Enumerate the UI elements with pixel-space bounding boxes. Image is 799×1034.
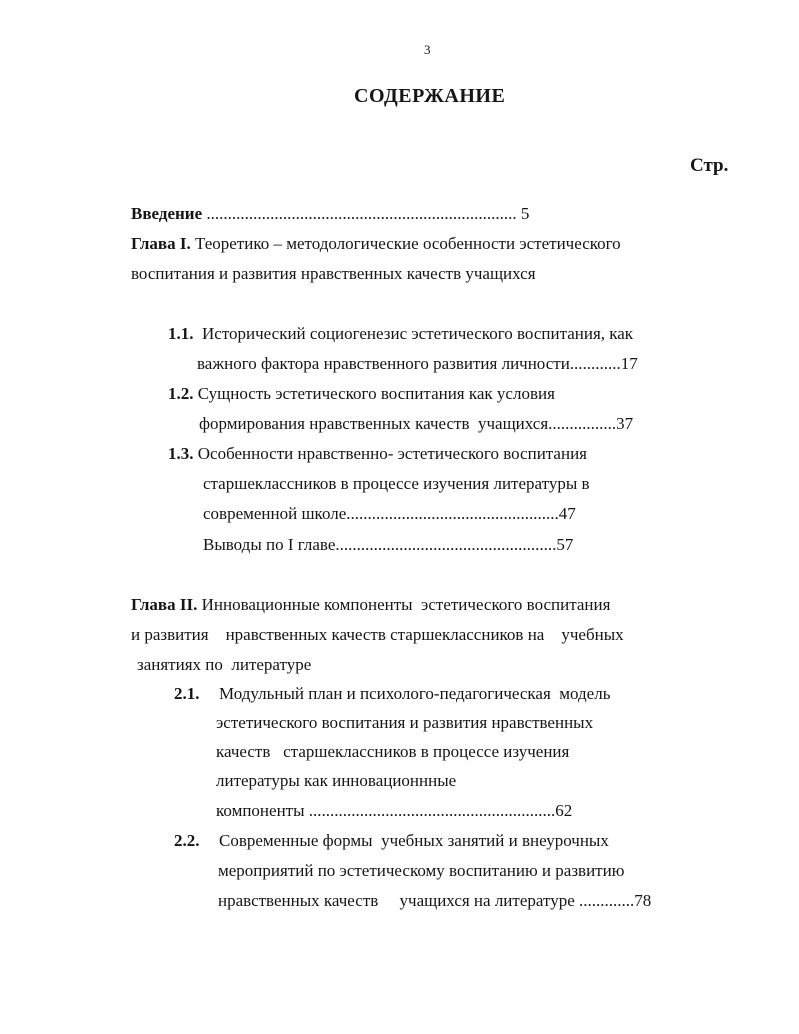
intro-label: Введение xyxy=(131,204,203,223)
section-1-1-line1 xyxy=(168,324,633,344)
section-1-3-line2: старшеклассников в процессе изучения литературы в xyxy=(203,474,590,493)
chapter2-line3: занятиях по литературе xyxy=(137,655,312,674)
section-2-2-number: 2.2. xyxy=(174,831,200,850)
section-2-1-line5: компоненты ..........................................................62 xyxy=(216,801,573,820)
chapter2-title: Инновационные компоненты эстетического воспитания xyxy=(197,595,611,614)
page-number: 3 xyxy=(424,42,431,57)
section-2-1-line3: качеств старшеклассников в процессе изучения xyxy=(216,742,570,761)
chapter1-title: Теоретико – методологические особенности эстетического xyxy=(190,234,621,253)
chapter1-label: Глава I. xyxy=(131,234,191,253)
section-1-1-line2: важного фактора нравственного развития личности............17 xyxy=(197,354,638,373)
toc-entry-intro xyxy=(131,204,529,224)
section-1-1-number: 1.1. xyxy=(168,324,194,343)
chapter2-line1 xyxy=(131,595,610,615)
section-2-1-line1: Модульный план и психолого-педагогическая модель xyxy=(219,684,611,703)
section-1-2-line1 xyxy=(168,384,555,404)
chapter1-line1 xyxy=(131,234,621,254)
intro-page: 5 xyxy=(520,204,530,223)
section-1-3-line1 xyxy=(168,444,587,464)
section-1-1-title: Исторический социогенезис эстетического воспитания, как xyxy=(193,324,634,343)
section-2-2-line2: мероприятий по эстетическому воспитанию и развитию xyxy=(218,861,625,880)
section-1-3-title: Особенности нравственно- эстетического воспитания xyxy=(193,444,587,463)
section-1-3-conclusions: Выводы по I главе....................................................57 xyxy=(203,535,574,554)
page-title: СОДЕРЖАНИЕ xyxy=(354,85,506,107)
section-1-3-number: 1.3. xyxy=(168,444,194,463)
section-1-2-title: Сущность эстетического воспитания как условия xyxy=(193,384,555,403)
section-2-2-line3: нравственных качеств учащихся на литературе .............78 xyxy=(218,891,652,910)
page-column-label: Стр. xyxy=(690,155,729,176)
section-2-1-number: 2.1. xyxy=(174,684,200,703)
section-1-3-line3: современной школе..................................................47 xyxy=(203,504,576,523)
intro-leader: ......................................................................... xyxy=(202,204,521,223)
chapter2-line2: и развития нравственных качеств старшеклассников на учебных xyxy=(131,625,624,644)
chapter1-line2: воспитания и развития нравственных качеств учащихся xyxy=(131,264,536,283)
section-2-1-line4: литературы как инновационнные xyxy=(216,771,457,790)
section-1-2-line2: формирования нравственных качеств учащихся................37 xyxy=(199,414,634,433)
section-2-2-line1: Современные формы учебных занятий и внеурочных xyxy=(219,831,609,850)
section-1-2-number: 1.2. xyxy=(168,384,194,403)
section-2-1-line2: эстетического воспитания и развития нравственных xyxy=(216,713,594,732)
chapter2-label: Глава II. xyxy=(131,595,198,614)
